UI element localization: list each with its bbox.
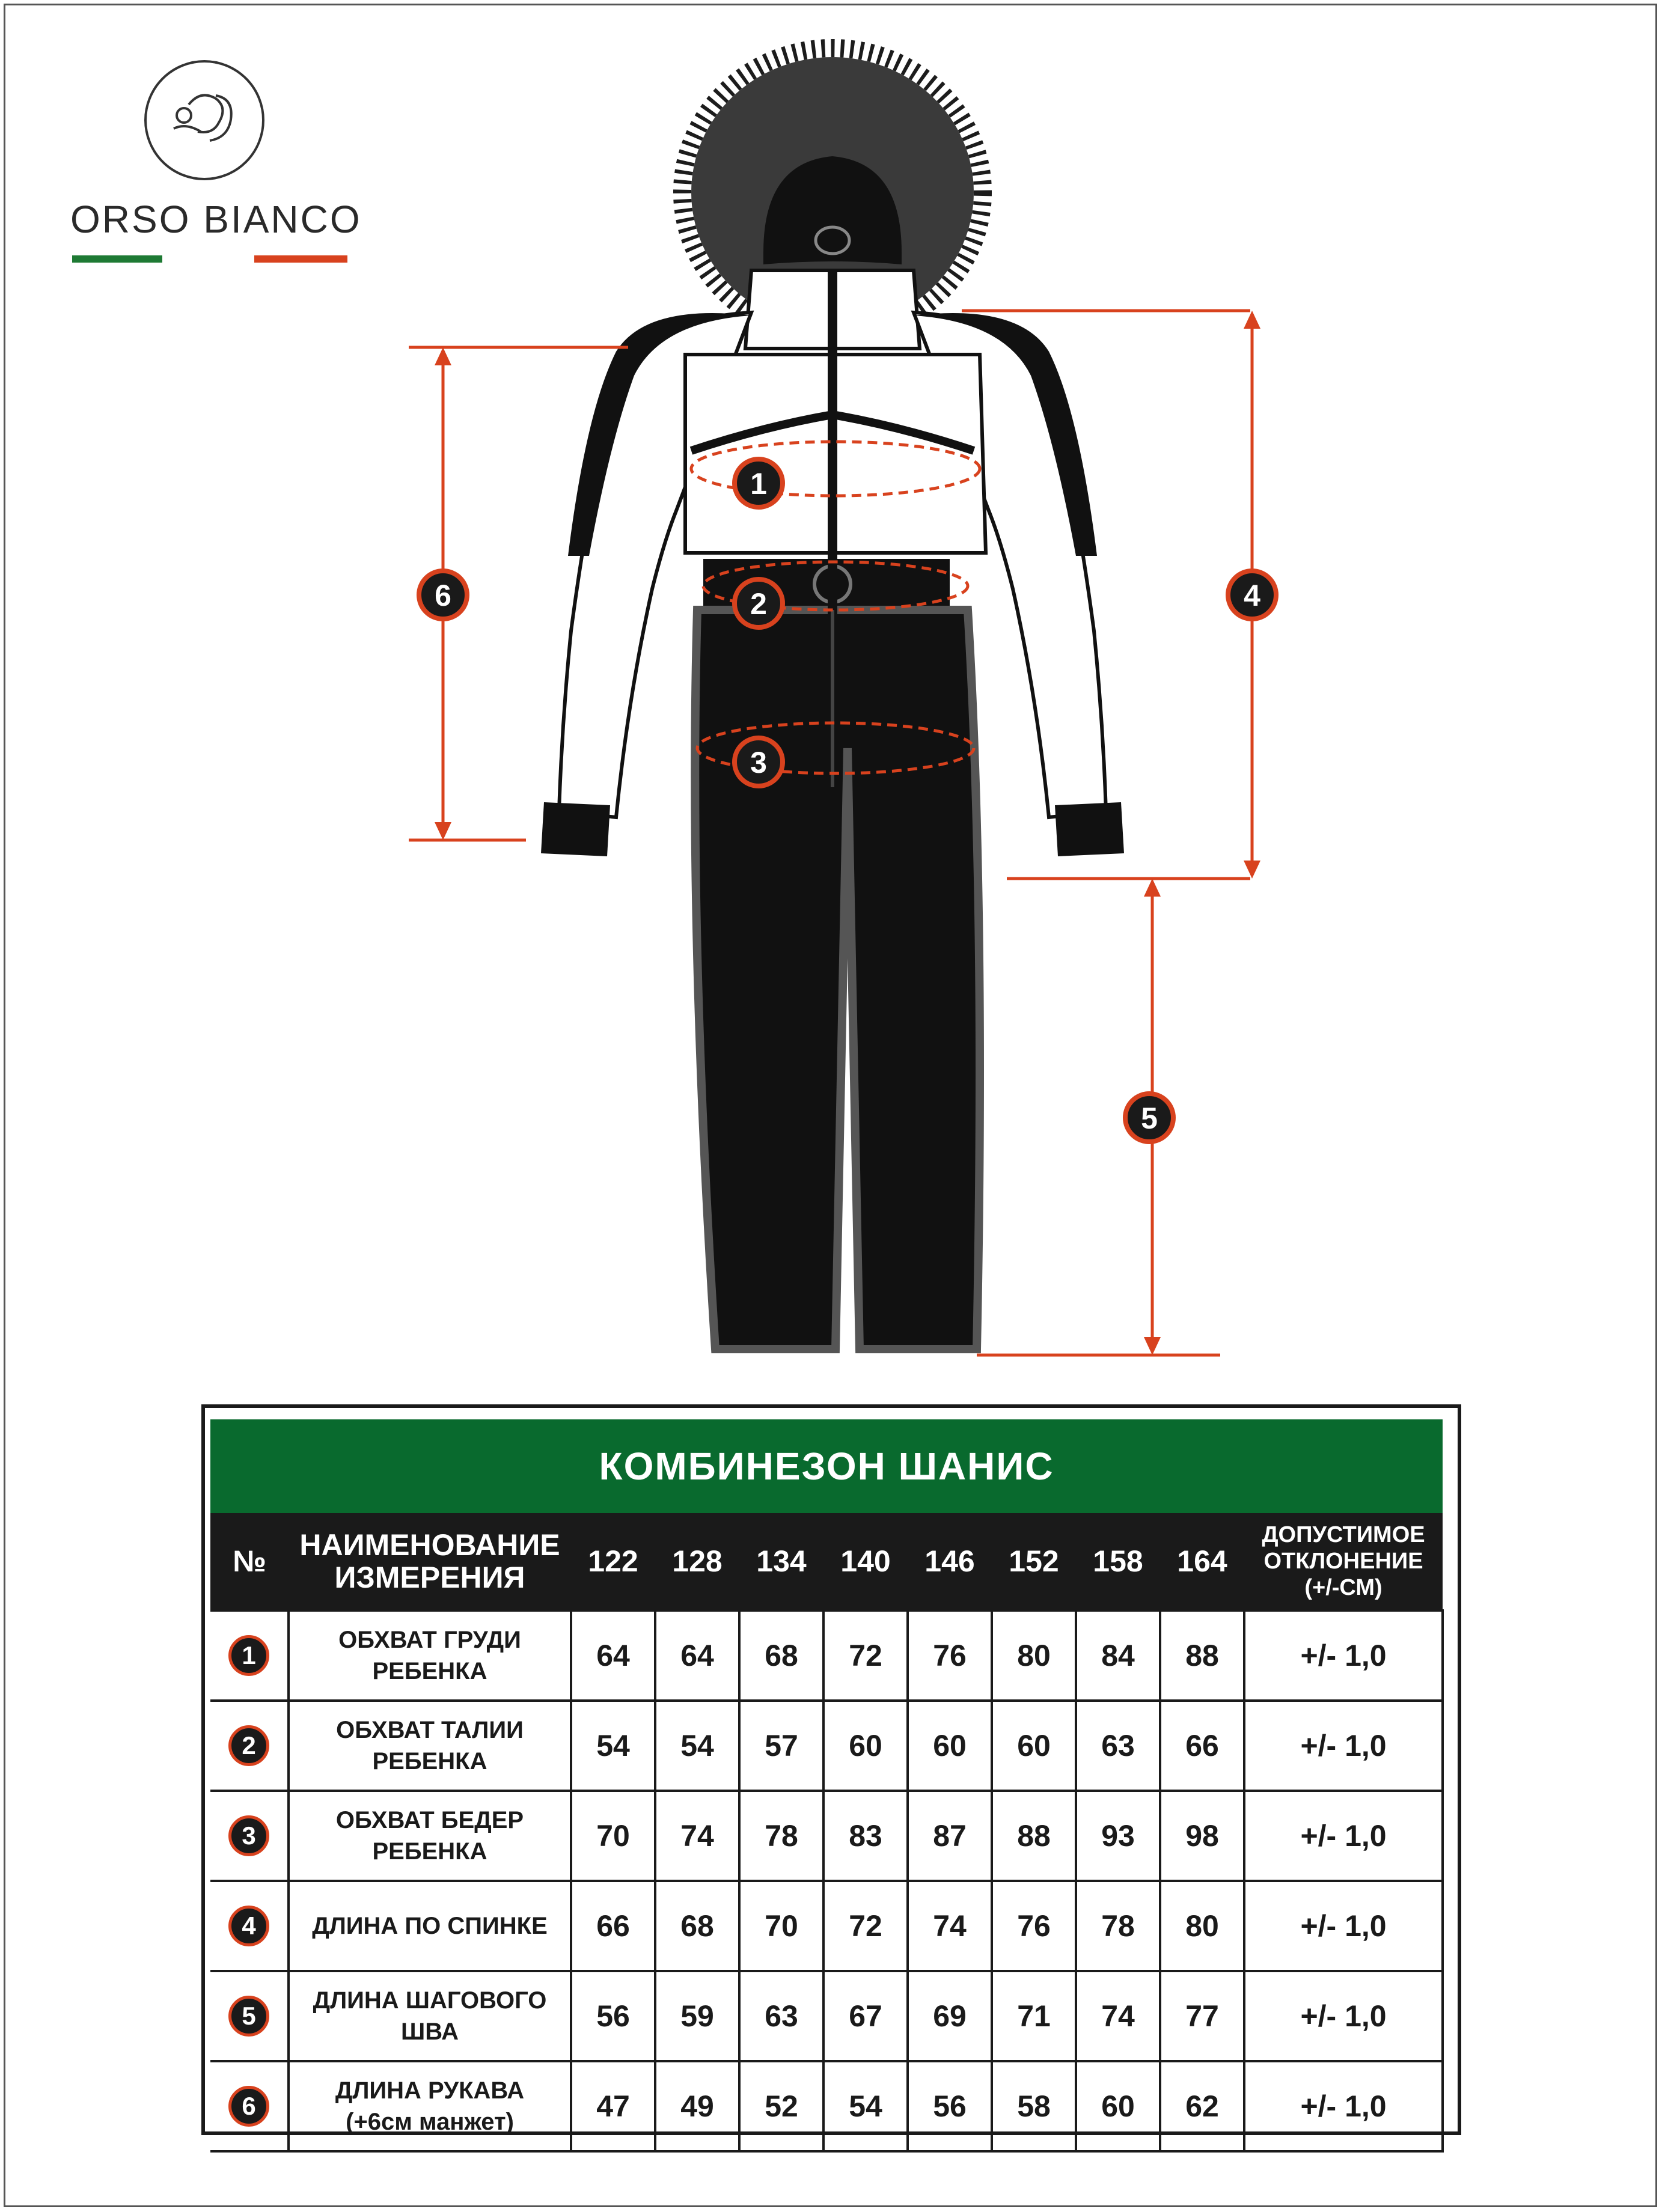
size-value: 93 — [1076, 1791, 1160, 1881]
size-value: 47 — [571, 2061, 655, 2151]
size-value: 62 — [1160, 2061, 1244, 2151]
size-value: 78 — [739, 1791, 823, 1881]
tolerance-value: +/- 1,0 — [1244, 1701, 1443, 1791]
row-number-cell — [210, 1881, 289, 1971]
tolerance-value: +/- 1,0 — [1244, 1971, 1443, 2061]
svg-text:4: 4 — [1244, 579, 1260, 612]
row-number-cell — [210, 1971, 289, 2061]
marker-2 — [735, 579, 783, 627]
size-value: 80 — [1160, 1881, 1244, 1971]
measurement-name: ОБХВАТ ТАЛИИ РЕБЕНКА — [289, 1701, 571, 1791]
size-value: 67 — [823, 1971, 908, 2061]
size-value: 71 — [992, 1971, 1076, 2061]
header-size: 140 — [823, 1513, 908, 1610]
size-value: 76 — [992, 1881, 1076, 1971]
tolerance-value: +/- 1,0 — [1244, 2061, 1443, 2151]
size-value: 74 — [1076, 1971, 1160, 2061]
size-value: 52 — [739, 2061, 823, 2151]
row-number-badge: 5 — [228, 1996, 269, 2037]
row-number-badge: 4 — [228, 1906, 269, 1946]
size-value: 74 — [655, 1791, 739, 1881]
size-value: 54 — [655, 1701, 739, 1791]
table-row — [210, 1701, 1443, 1791]
table-row — [210, 1971, 1443, 2061]
measurement-name: ДЛИНА ШАГОВОГО ШВА — [289, 1971, 571, 2061]
header-size: 134 — [739, 1513, 823, 1610]
measurement-name: ДЛИНА РУКАВА (+6см манжет) — [289, 2061, 571, 2151]
size-value: 59 — [655, 1971, 739, 2061]
pants — [695, 610, 980, 1349]
table-title: КОМБИНЕЗОН ШАНИС — [210, 1419, 1443, 1513]
size-value: 56 — [908, 2061, 992, 2151]
marker-4 — [1228, 571, 1276, 619]
marker-6 — [419, 571, 467, 619]
header-size: 152 — [992, 1513, 1076, 1610]
size-value: 58 — [992, 2061, 1076, 2151]
header-size: 158 — [1076, 1513, 1160, 1610]
size-value: 78 — [1076, 1881, 1160, 1971]
header-size: 164 — [1160, 1513, 1244, 1610]
header-size: 128 — [655, 1513, 739, 1610]
size-value: 54 — [823, 2061, 908, 2151]
marker-1 — [735, 459, 783, 507]
header-name: НАИМЕНОВАНИЕ ИЗМЕРЕНИЯ — [289, 1513, 571, 1610]
svg-text:2: 2 — [750, 587, 767, 621]
measurement-name: ДЛИНА ПО СПИНКЕ — [289, 1881, 571, 1971]
header-num: № — [210, 1513, 289, 1610]
row-number-badge: 2 — [228, 1725, 269, 1766]
size-value: 68 — [739, 1610, 823, 1701]
svg-text:5: 5 — [1141, 1101, 1158, 1135]
row-number-cell — [210, 1701, 289, 1791]
measurement-name: ОБХВАТ ГРУДИ РЕБЕНКА — [289, 1610, 571, 1701]
svg-text:1: 1 — [750, 467, 767, 501]
size-value: 72 — [823, 1610, 908, 1701]
tolerance-value: +/- 1,0 — [1244, 1791, 1443, 1881]
header-size: 146 — [908, 1513, 992, 1610]
header-tolerance: ДОПУСТИМОЕ ОТКЛОНЕНИЕ (+/-СМ) — [1244, 1513, 1443, 1610]
size-value: 83 — [823, 1791, 908, 1881]
row-number-badge: 6 — [228, 2086, 269, 2127]
size-value: 88 — [1160, 1610, 1244, 1701]
table-row — [210, 1610, 1443, 1701]
size-value: 69 — [908, 1971, 992, 2061]
svg-text:6: 6 — [435, 579, 451, 612]
table-row — [210, 1791, 1443, 1881]
table-row — [210, 2061, 1443, 2151]
size-value: 70 — [739, 1881, 823, 1971]
brand-name: ORSO BIANCO — [70, 198, 362, 241]
size-value: 63 — [739, 1971, 823, 2061]
size-value: 98 — [1160, 1791, 1244, 1881]
row-number-cell — [210, 1610, 289, 1701]
size-value: 57 — [739, 1701, 823, 1791]
size-value: 60 — [992, 1701, 1076, 1791]
size-value: 49 — [655, 2061, 739, 2151]
size-value: 80 — [992, 1610, 1076, 1701]
size-value: 66 — [571, 1881, 655, 1971]
row-number-badge: 3 — [228, 1815, 269, 1856]
row-number-cell — [210, 1791, 289, 1881]
size-table — [210, 1419, 1443, 2135]
table-row — [210, 1881, 1443, 1971]
size-value: 74 — [908, 1881, 992, 1971]
right-cuff — [1055, 802, 1124, 856]
marker-5 — [1125, 1094, 1173, 1142]
size-value: 77 — [1160, 1971, 1244, 2061]
size-value: 66 — [1160, 1701, 1244, 1791]
size-value: 64 — [655, 1610, 739, 1701]
row-number-cell — [210, 2061, 289, 2151]
size-value: 76 — [908, 1610, 992, 1701]
size-value: 54 — [571, 1701, 655, 1791]
size-value: 70 — [571, 1791, 655, 1881]
row-number-badge: 1 — [228, 1635, 269, 1676]
tolerance-value: +/- 1,0 — [1244, 1610, 1443, 1701]
size-value: 60 — [823, 1701, 908, 1791]
size-value: 87 — [908, 1791, 992, 1881]
tolerance-value: +/- 1,0 — [1244, 1881, 1443, 1971]
size-value: 68 — [655, 1881, 739, 1971]
left-cuff — [541, 802, 610, 856]
size-value: 60 — [908, 1701, 992, 1791]
size-value: 63 — [1076, 1701, 1160, 1791]
size-value: 84 — [1076, 1610, 1160, 1701]
marker-3 — [735, 738, 783, 786]
header-size: 122 — [571, 1513, 655, 1610]
svg-text:3: 3 — [750, 746, 767, 779]
size-value: 88 — [992, 1791, 1076, 1881]
measurement-name: ОБХВАТ БЕДЕР РЕБЕНКА — [289, 1791, 571, 1881]
size-value: 72 — [823, 1881, 908, 1971]
size-value: 60 — [1076, 2061, 1160, 2151]
size-value: 64 — [571, 1610, 655, 1701]
size-value: 56 — [571, 1971, 655, 2061]
